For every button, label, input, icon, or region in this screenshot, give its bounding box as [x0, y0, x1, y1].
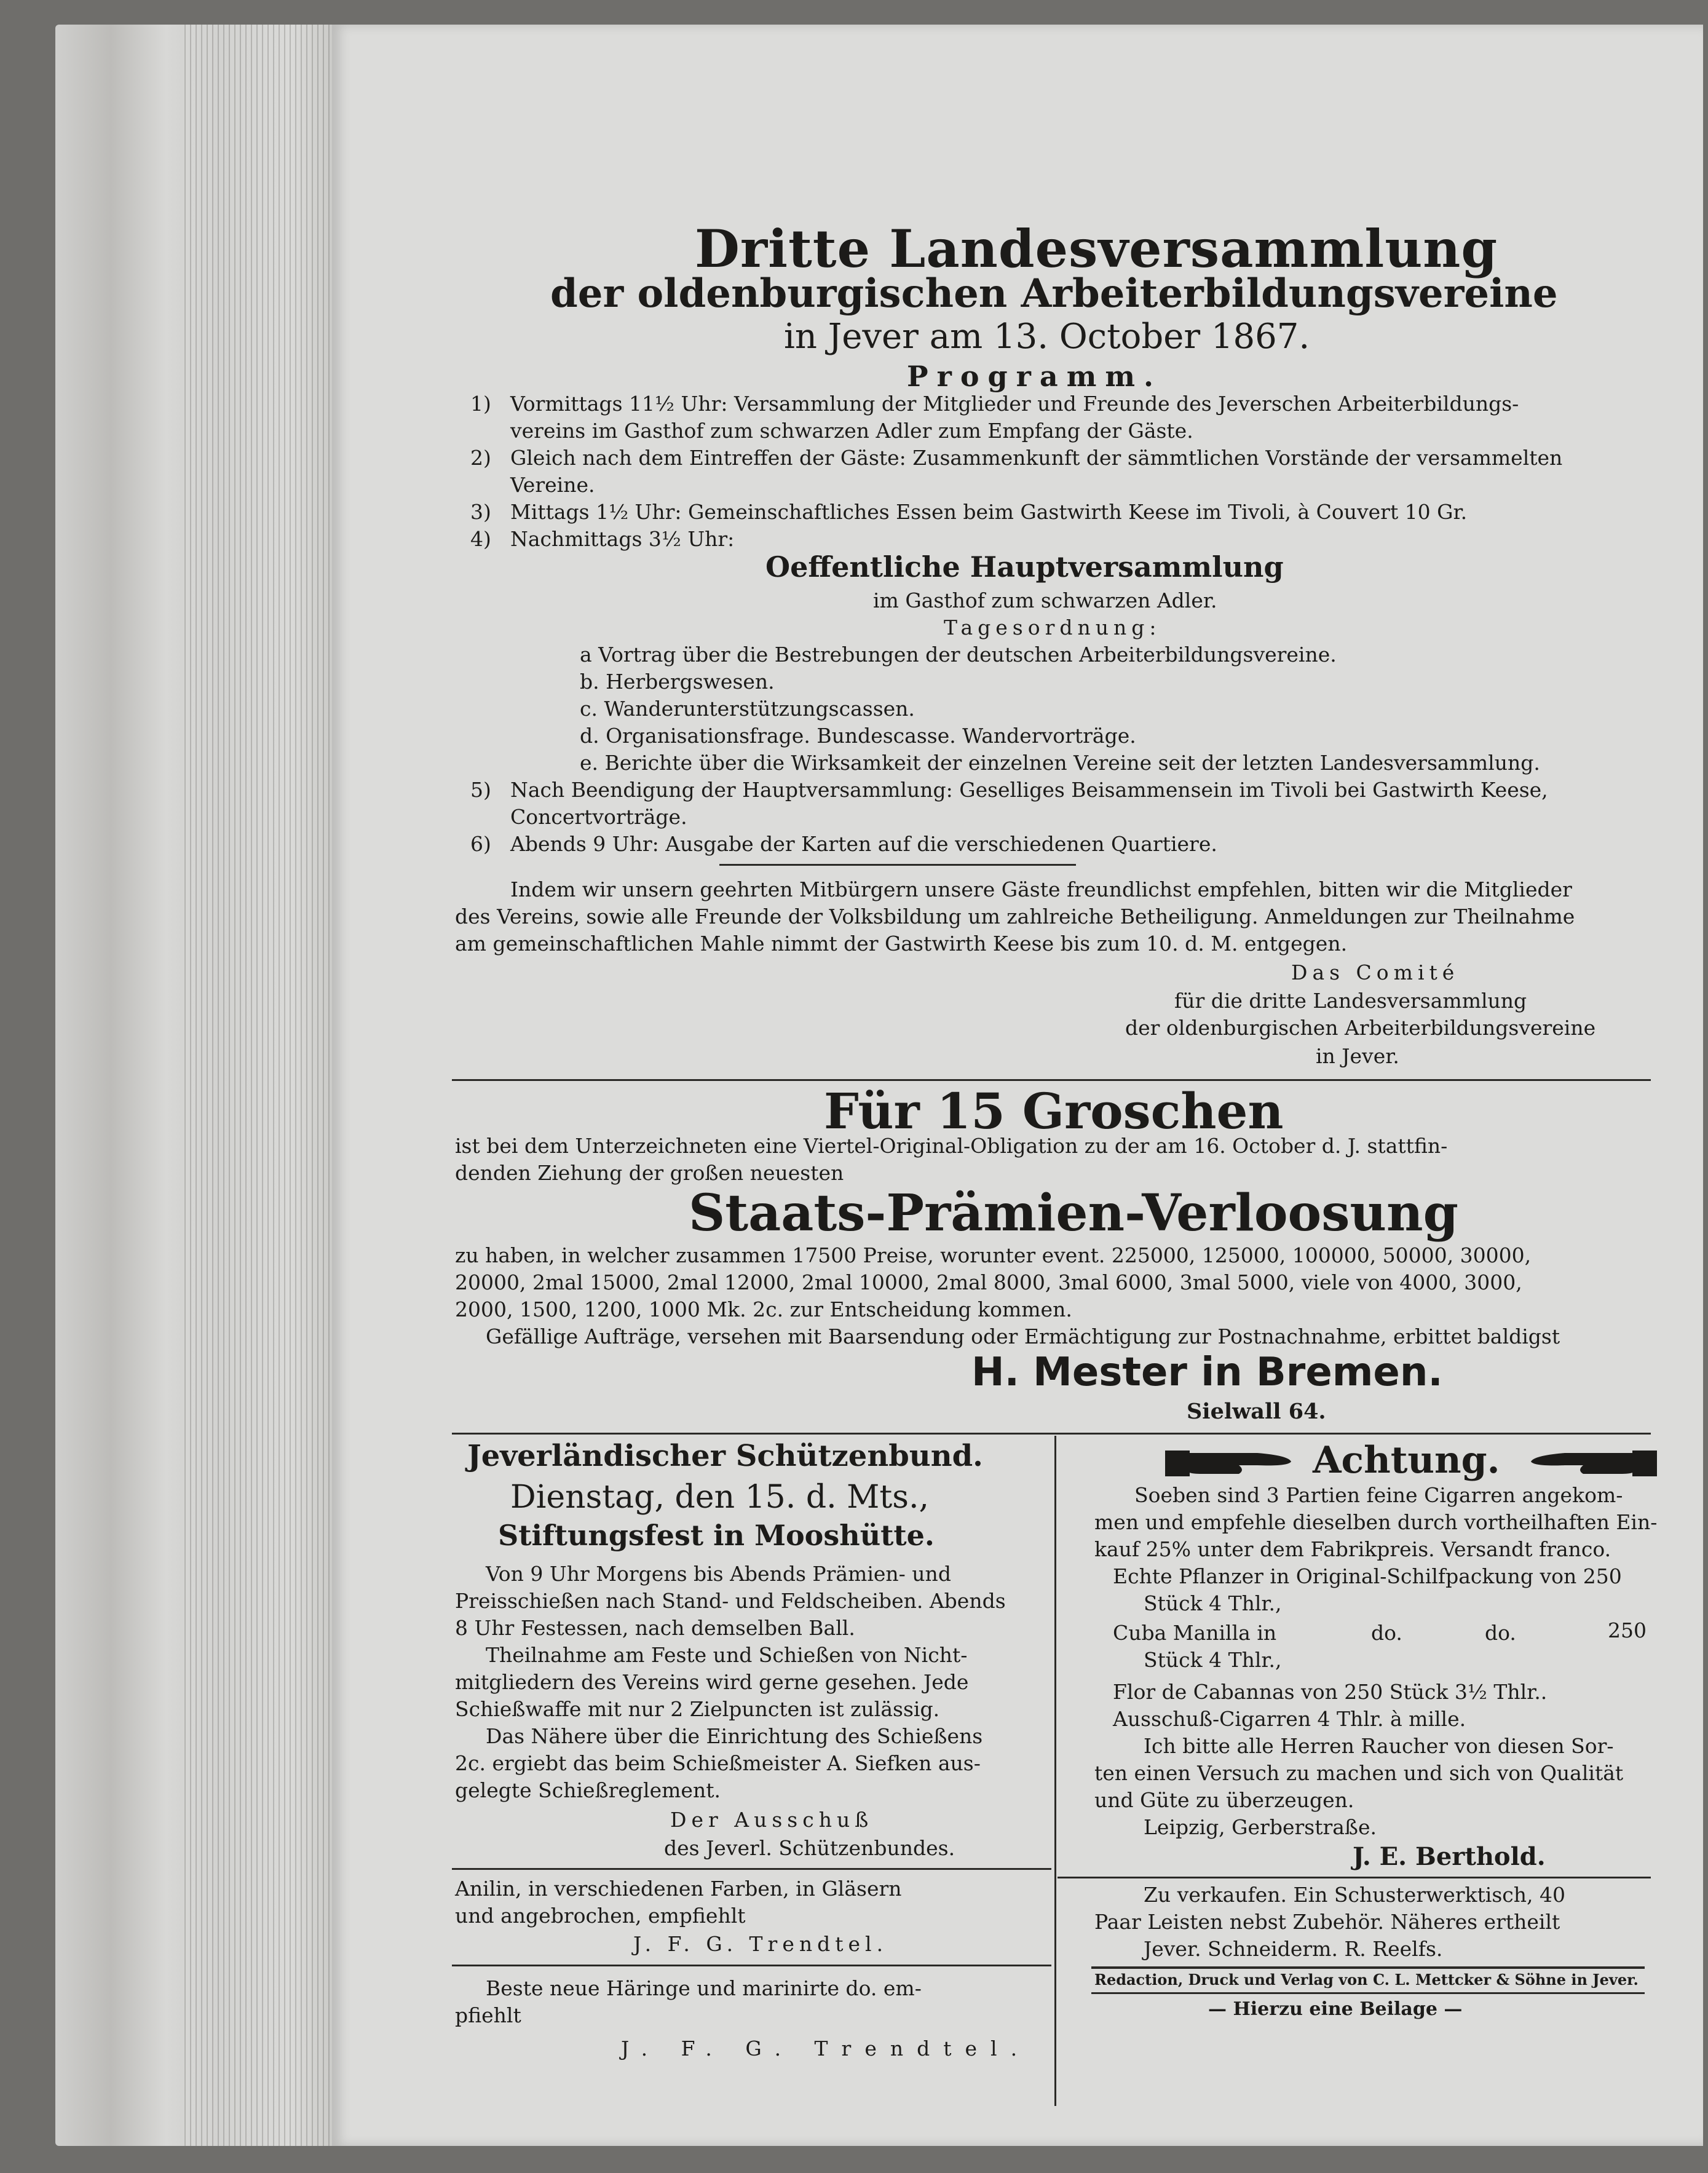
achtung-body-1: Soeben sind 3 Partien feine Cigarren angekom- — [1134, 1483, 1623, 1507]
lotterie-body-2: 20000, 2mal 15000, 2mal 12000, 2mal 10000, 2mal 8000, 3mal 6000, 3mal 5000, viele von 4000, 3000, — [455, 1270, 1522, 1294]
signature-line-3: der oldenburgischen Arbeiterbildungsvereine — [1125, 1016, 1596, 1040]
item-1-num: 1) — [470, 392, 491, 416]
lotterie-headline: Für 15 Groschen — [824, 1082, 1284, 1140]
achtung-body-5: Stück 4 Thlr., — [1144, 1591, 1282, 1615]
haeringe-sign: J. F. G. Trendtel. — [621, 2036, 1031, 2060]
achtung-sign: J. E. Berthold. — [1353, 1842, 1546, 1871]
item-6-num: 6) — [470, 832, 491, 856]
haeringe-line-2: pfiehlt — [455, 2003, 521, 2027]
achtung-title: Achtung. — [1313, 1439, 1500, 1482]
lotterie-firm: H. Mester in Bremen. — [971, 1350, 1443, 1395]
section-divider-2 — [452, 1433, 1651, 1435]
schuetzenbund-body-4: Theilnahme am Feste und Schießen von Nicht- — [486, 1643, 968, 1667]
achtung-cuba-do-2: do. — [1485, 1621, 1516, 1645]
section-divider-1 — [452, 1079, 1651, 1081]
schuetzenbund-title: Jeverländischer Schützenbund. — [467, 1439, 983, 1473]
closing-line-3: am gemeinschaftlichen Mahle nimmt der Gastwirth Keese bis zum 10. d. M. entgegen. — [455, 932, 1348, 956]
lotterie-line-1: ist bei dem Unterzeichneten eine Viertel-Original-Obligation zu der am 16. October d. J. stattfin- — [455, 1134, 1448, 1158]
lotterie-body-3: 2000, 1500, 1200, 1000 Mk. 2c. zur Entscheidung kommen. — [455, 1297, 1072, 1321]
closing-line-2: des Vereins, sowie alle Freunde der Volksbildung um zahlreiche Betheiligung. Anmeldungen zur Theilnahme — [455, 904, 1575, 928]
item-5-line2: Concertvorträge. — [510, 805, 687, 829]
schuetzenbund-body-9: gelegte Schießreglement. — [455, 1778, 721, 1802]
signature-line-4: in Jever. — [1316, 1044, 1399, 1068]
agenda-d: d. Organisationsfrage. Bundescasse. Wandervorträge. — [580, 724, 1136, 748]
achtung-cuba-2: Stück 4 Thlr., — [1144, 1648, 1282, 1672]
imprint-rule-top — [1091, 1966, 1645, 1969]
lotterie-body-4: Gefällige Aufträge, versehen mit Baarsendung oder Ermächtigung zur Postnachnahme, erbittet baldigst — [486, 1324, 1560, 1348]
anilin-sign: J. F. G. Trendtel. — [633, 1932, 888, 1956]
column-rule — [1054, 1436, 1056, 2106]
anilin-line-2: und angebrochen, empfiehlt — [455, 1904, 746, 1928]
agenda-b: b. Herbergswesen. — [580, 670, 775, 694]
pointing-hand-right-icon — [1165, 1442, 1294, 1485]
programm-heading: Programm. — [907, 360, 1163, 393]
closing-line-1: Indem wir unsern geehrten Mitbürgern unsere Gäste freundlichst empfehlen, bitten wir die Mitglieder — [510, 877, 1572, 901]
landesversammlung-place-date: in Jever am 13. October 1867. — [784, 317, 1310, 357]
achtung-body-4: Echte Pflanzer in Original-Schilfpackung von 250 — [1113, 1564, 1622, 1588]
lotterie-line-2: denden Ziehung der großen neuesten — [455, 1161, 844, 1185]
schuetzenbund-body-1: Von 9 Uhr Morgens bis Abends Prämien- und — [486, 1562, 951, 1586]
achtung-body2-1: Flor de Cabannas von 250 Stück 3½ Thlr.. — [1113, 1680, 1548, 1704]
achtung-body2-2: Ausschuß-Cigarren 4 Thlr. à mille. — [1113, 1707, 1466, 1731]
schuetzenbund-body-2: Preisschießen nach Stand- und Feldscheiben. Abends — [455, 1589, 1006, 1613]
achtung-body2-3: Ich bitte alle Herren Raucher von diesen Sor- — [1144, 1734, 1614, 1758]
right-divider-1 — [1058, 1877, 1651, 1878]
anilin-line-1: Anilin, in verschiedenen Farben, in Gläsern — [455, 1877, 902, 1901]
schuetzenbund-sign-2: des Jeverl. Schützenbundes. — [664, 1836, 955, 1860]
schuetzenbund-event: Stiftungsfest in Mooshütte. — [498, 1519, 935, 1552]
lotterie-body-1: zu haben, in welcher zusammen 17500 Preise, worunter event. 225000, 125000, 100000, 50000, 30000, — [455, 1243, 1532, 1267]
imprint: Redaction, Druck und Verlag von C. L. Mettcker & Söhne in Jever. — [1094, 1971, 1639, 1989]
agenda-e: e. Berichte über die Wirksamkeit der einzelnen Vereine seit der letzten Landesversammlung. — [580, 751, 1540, 775]
schuetzenbund-body-7: Das Nähere über die Einrichtung des Schießens — [486, 1724, 983, 1748]
schuetzenbund-body-6: Schießwaffe mit nur 2 Zielpuncten ist zulässig. — [455, 1697, 940, 1721]
hauptversammlung-place: im Gasthof zum schwarzen Adler. — [873, 588, 1217, 612]
left-divider-1 — [452, 1868, 1051, 1870]
signature-comite: Das Comité — [1291, 960, 1460, 984]
agenda-c: c. Wanderunterstützungscassen. — [580, 697, 915, 721]
imprint-rule-bottom — [1091, 1992, 1645, 1994]
agenda-a: a Vortrag über die Bestrebungen der deutschen Arbeiterbildungsvereine. — [580, 643, 1337, 667]
schuetzenbund-body-8: 2c. ergiebt das beim Schießmeister A. Siefken aus- — [455, 1751, 981, 1775]
item-4-line1: Nachmittags 3½ Uhr: — [510, 527, 735, 551]
achtung-body-2: men und empfehle dieselben durch vortheilhaften Ein- — [1094, 1510, 1658, 1534]
haeringe-line-1: Beste neue Häringe und marinirte do. em- — [486, 1976, 922, 2000]
schuetzenbund-sign-1: Der Ausschuß — [670, 1808, 874, 1832]
landesversammlung-title: Dritte Landesversammlung — [695, 218, 1498, 279]
divider-short — [719, 864, 1076, 866]
lotterie-title: Staats-Prämien-Verloosung — [689, 1184, 1458, 1243]
left-divider-2 — [452, 1965, 1051, 1966]
item-4-num: 4) — [470, 527, 491, 551]
achtung-body2-4: ten einen Versuch zu machen und sich von Qualität — [1094, 1761, 1624, 1785]
schuetzenbund-body-5: mitgliedern des Vereins wird gerne gesehen. Jede — [455, 1670, 969, 1694]
item-1-line1: Vormittags 11½ Uhr: Versammlung der Mitglieder und Freunde des Jeverschen Arbeiterbildungs- — [510, 392, 1519, 416]
schuetzenbund-body-3: 8 Uhr Festessen, nach demselben Ball. — [455, 1616, 855, 1640]
pointing-hand-left-icon — [1528, 1442, 1657, 1485]
tagesordnung: Tagesordnung: — [944, 615, 1161, 639]
verkaufen-line-1: Zu verkaufen. Ein Schusterwerktisch, 40 — [1144, 1883, 1566, 1907]
signature-line-2: für die dritte Landesversammlung — [1174, 989, 1527, 1013]
item-5-num: 5) — [470, 778, 491, 802]
achtung-cuba-do-1: do. — [1371, 1621, 1402, 1645]
item-2-line1: Gleich nach dem Eintreffen der Gäste: Zusammenkunft der sämmtlichen Vorstände der versammelten — [510, 446, 1563, 470]
achtung-cuba-250: 250 — [1608, 1618, 1647, 1642]
hauptversammlung-title: Oeffentliche Hauptversammlung — [765, 550, 1284, 584]
item-5-line1: Nach Beendigung der Hauptversammlung: Geselliges Beisammensein im Tivoli bei Gastwirth Keese, — [510, 778, 1548, 802]
verkaufen-line-3: Jever. Schneiderm. R. Reelfs. — [1144, 1937, 1443, 1961]
item-2-line2: Vereine. — [510, 473, 595, 497]
verkaufen-line-2: Paar Leisten nebst Zubehör. Näheres ertheilt — [1094, 1910, 1560, 1934]
landesversammlung-subtitle: der oldenburgischen Arbeiterbildungsvereine — [550, 271, 1558, 317]
book-page-stack — [55, 25, 332, 2146]
item-3-line1: Mittags 1½ Uhr: Gemeinschaftliches Essen beim Gastwirth Keese im Tivoli, à Couvert 10 Gr. — [510, 500, 1468, 524]
item-2-num: 2) — [470, 446, 491, 470]
page-edges — [184, 25, 332, 2146]
achtung-body2-5: und Güte zu überzeugen. — [1094, 1788, 1354, 1812]
item-1-line2: vereins im Gasthof zum schwarzen Adler zum Empfang der Gäste. — [510, 419, 1193, 443]
item-6-line1: Abends 9 Uhr: Ausgabe der Karten auf die verschiedenen Quartiere. — [510, 832, 1217, 856]
beilage-note: — Hierzu eine Beilage — — [1208, 1998, 1463, 2020]
achtung-cuba-1: Cuba Manilla in — [1113, 1621, 1277, 1645]
schuetzenbund-date: Dienstag, den 15. d. Mts., — [510, 1479, 930, 1516]
achtung-body-3: kauf 25% unter dem Fabrikpreis. Versandt franco. — [1094, 1537, 1611, 1561]
item-3-num: 3) — [470, 500, 491, 524]
lotterie-address: Sielwall 64. — [1187, 1399, 1326, 1424]
achtung-body2-6: Leipzig, Gerberstraße. — [1144, 1815, 1377, 1839]
